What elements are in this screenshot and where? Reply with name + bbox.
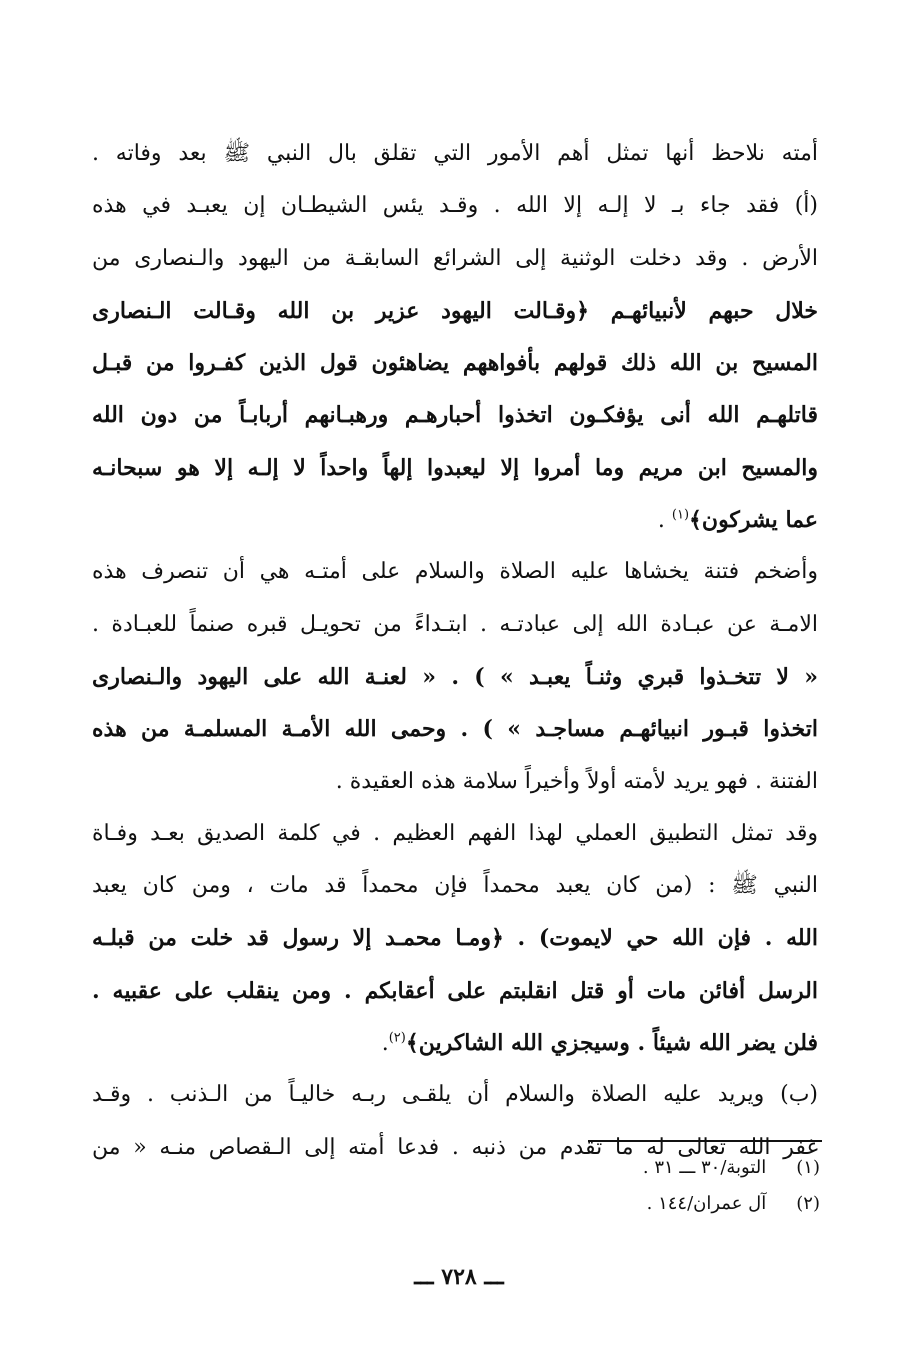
page-number: ـــ ٧٢٨ ـــ: [414, 1264, 504, 1290]
text-line-3: الأرض . وقد دخلت الوثنية إلى الشرائع السابقـة من اليهود والـنصارى من: [92, 245, 818, 271]
text-line-18: [92, 1017, 818, 1069]
footnotes: [420, 1150, 820, 1222]
text-line-7: والمسيح ابن مريم وما أمروا إلا ليعبدوا إلهاً واحداً لا إلـه إلا هو سبحانـه: [92, 454, 818, 481]
body-text: [92, 128, 818, 1174]
footnote-1: [420, 1150, 820, 1186]
text-line-4: خلال حبهم لأنبيائهـم ﴿وقـالت اليهود عزير بن الله وقـالت الـنصارى: [92, 297, 818, 324]
text-line-19: (ب) ويريد عليه الصلاة والسلام أن يلقـى ربـه خاليـاً من الـذنب . وقـد: [92, 1082, 818, 1108]
text-line-10: الامـة عن عبـادة الله إلى عبادتـه . ابتـداءً من تحويـل قبره صنماً للعبـادة .: [92, 611, 818, 637]
text-line-11: « لا تتخـذوا قبري وثنـاً يعبـد » ) . « لعنـة الله على اليهود والـنصارى: [92, 663, 818, 690]
footnote-2: [420, 1186, 820, 1222]
footnote-number: (٢): [796, 1193, 820, 1214]
line-8-tail: .: [657, 508, 672, 534]
text-line-13: الفتنة . فهو يريد لأمته أولاً وأخيراً سلامة هذه العقيدة .: [335, 768, 818, 794]
text-line-17: الرسل أفائن مات أو قتل انقلبتم على أعقابكم . ومن ينقلب على عقبيه .: [92, 977, 818, 1004]
footnote-mark-1: (١): [671, 507, 690, 523]
text-line-9: وأضخم فتنة يخشاها عليه الصلاة والسلام على أمتـه هي أن تنصرف هذه: [92, 559, 818, 585]
verse-end-2: فلن يضر الله شيئاً . وسيجزي الله الشاكرين﴾: [405, 1030, 818, 1057]
text-line-12: اتخذوا قبـور انبيائهـم مساجـد » ) . وحمى الله الأمـة المسلمـة من هذه: [92, 716, 818, 743]
footnote-divider: [588, 1140, 822, 1142]
text-line-16: الله . فإن الله حي لايموت) . ﴿ومـا محمـد إلا رسول قد خلت من قبلـه: [92, 925, 818, 952]
footnote-text: التوبة/٣٠ ـــ ٣١ .: [642, 1157, 767, 1178]
footnote-text: آل عمران/١٤٤ .: [646, 1193, 767, 1214]
text-line-20: غفر الله تعالى له ما تقدم من ذنبه . فدعا أمته إلى الـقصاص منـه « من: [92, 1134, 818, 1160]
text-line-15: النبي ﷺ : (من كان يعبد محمداً فإن محمداً قد مات ، ومن كان يعبد: [92, 873, 818, 899]
text-line-5: المسيح بن الله ذلك قولهم بأفواههم يضاهئون قول الذين كفـروا من قبـل: [92, 350, 818, 377]
text-line-8: [92, 494, 818, 546]
footnote-number: (١): [796, 1157, 820, 1178]
footnote-mark-2: (٢): [388, 1030, 406, 1046]
verse-end-1: عما يشركون﴾: [689, 507, 818, 534]
text-line-6: قاتلهـم الله أنى يؤفكـون اتخذوا أحبارهـم ورهبـانهم أربابـاً من دون الله: [92, 402, 818, 429]
line-18-tail: .: [381, 1031, 389, 1057]
text-line-1: أمته نلاحظ أنها تمثل أهم الأمور التي تقلق بال النبي ﷺ بعد وفاته .: [92, 141, 818, 166]
text-line-14: وقد تمثل التطبيق العملي لهذا الفهم العظيم . في كلمة الصديق بعـد وفـاة: [92, 820, 818, 846]
text-line-2: (أ) فقد جاء بـ لا إلـه إلا الله . وقـد يئس الشيطـان إن يعبـد في هذه: [92, 193, 818, 219]
